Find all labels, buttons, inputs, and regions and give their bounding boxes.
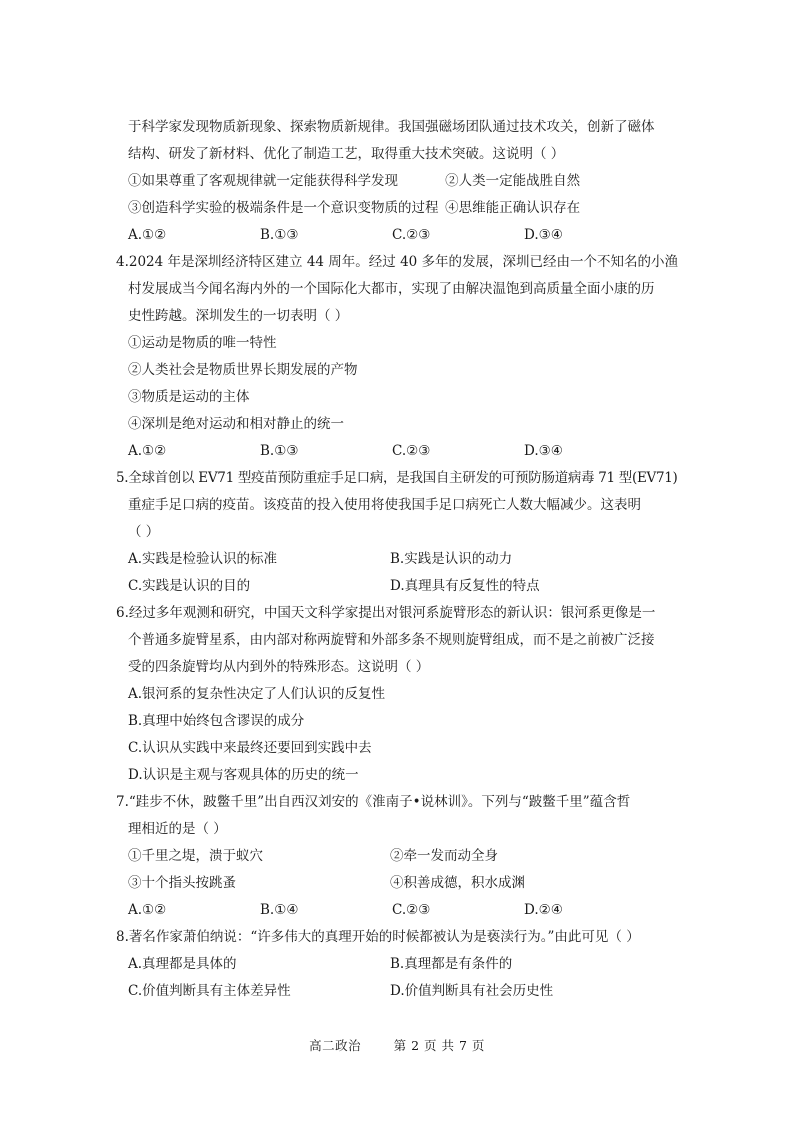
- option-d[interactable]: D.③④: [524, 227, 563, 243]
- option-d[interactable]: D.认识是主观与客观具体的历史的统一: [128, 767, 359, 783]
- page-content: [116, 114, 688, 1005]
- statement-4: ④积善成德，积水成渊: [390, 875, 525, 891]
- question-7-stem-line: 理相近的是（ ）: [128, 821, 227, 837]
- question-3-options: [128, 222, 688, 249]
- question-4-stem-line: 4.2024 年是深圳经济特区建立 44 周年。经过 40 多年的发展，深圳已经由一个不知名的小渔: [116, 254, 679, 270]
- question-6: [116, 600, 688, 789]
- statement-3: ③创造科学实验的极端条件是一个意识变物质的过程: [128, 200, 439, 216]
- option-b[interactable]: B.真理中始终包含谬误的成分: [128, 713, 305, 729]
- option-b[interactable]: B.真理都是有条件的: [390, 956, 513, 972]
- footer-page-number: 第 2 页 共 7 页: [393, 1038, 485, 1053]
- option-c[interactable]: C.②③: [392, 227, 431, 243]
- question-7-statements-row: [128, 870, 688, 897]
- statement-4: ④深圳是绝对运动和相对静止的统一: [128, 416, 344, 432]
- footer-subject: 高二政治: [309, 1038, 362, 1053]
- question-3: [128, 114, 688, 249]
- page-footer: [0, 1036, 794, 1054]
- question-6-stem-line: 个普通多旋臂星系，由内部对称两旋臂和外部多条不规则旋臂组成，而不是之前被广泛接: [128, 632, 655, 648]
- statement-3: ③物质是运动的主体: [128, 389, 250, 405]
- statement-1: ①千里之堤，溃于蚁穴: [128, 848, 263, 864]
- question-6-stem-line: 受的四条旋臂均从内到外的特殊形态。这说明（ ）: [128, 659, 430, 675]
- option-a[interactable]: A.①②: [128, 902, 167, 918]
- question-4: [116, 249, 688, 465]
- question-5-stem-line: 5.全球首创以 EV71 型疫苗预防重症手足口病，是我国自主研发的可预防肠道病毒 71 型(EV71): [116, 470, 678, 486]
- question-5-options-row: [128, 573, 688, 600]
- question-4-stem-line: 村发展成当今闻名海内外的一个国际化大都市，实现了由解决温饱到高质量全面小康的历: [128, 281, 655, 297]
- question-4-options: [128, 438, 688, 465]
- statement-2: ②人类社会是物质世界长期发展的产物: [128, 362, 358, 378]
- option-a[interactable]: A.银河系的复杂性决定了人们认识的反复性: [128, 686, 386, 702]
- question-3-statements-row: [128, 195, 688, 222]
- question-6-stem-line: 6.经过多年观测和研究，中国天文科学家提出对银河系旋臂形态的新认识：银河系更像是一: [116, 605, 656, 621]
- option-c[interactable]: C.价值判断具有主体差异性: [128, 983, 291, 999]
- option-c[interactable]: C.实践是认识的目的: [128, 578, 251, 594]
- option-d[interactable]: D.真理具有反复性的特点: [390, 578, 540, 594]
- statement-4: ④思维能正确认识存在: [445, 200, 581, 216]
- option-d[interactable]: D.③④: [524, 443, 563, 459]
- statement-2: ②人类一定能战胜自然: [445, 173, 581, 189]
- option-b[interactable]: B.①③: [260, 227, 299, 243]
- question-3-statements-row: [128, 168, 688, 195]
- statement-1: ①如果尊重了客观规律就一定能获得科学发现: [128, 173, 398, 189]
- option-b[interactable]: B.①④: [260, 902, 299, 918]
- question-3-stem-line: 结构、研发了新材料、优化了制造工艺，取得重大技术突破。这说明（ ）: [128, 146, 565, 162]
- option-b[interactable]: B.①③: [260, 443, 299, 459]
- option-d[interactable]: D.②④: [524, 902, 563, 918]
- option-a[interactable]: A.①②: [128, 227, 167, 243]
- question-8: [116, 924, 688, 1005]
- question-8-options-row: [128, 951, 688, 978]
- option-c[interactable]: C.②③: [392, 902, 431, 918]
- option-a[interactable]: A.实践是检验认识的标准: [128, 551, 278, 567]
- option-a[interactable]: A.真理都是具体的: [128, 956, 237, 972]
- question-7: [116, 789, 688, 924]
- option-c[interactable]: C.认识从实践中来最终还要回到实践中去: [128, 740, 372, 756]
- question-7-options: [128, 897, 688, 924]
- question-8-stem-line: 8.著名作家萧伯纳说：“许多伟大的真理开始的时候都被认为是亵渎行为。”由此可见（ ）: [116, 929, 640, 945]
- option-d[interactable]: D.价值判断具有社会历史性: [390, 983, 554, 999]
- question-5-stem-line: （ ）: [128, 524, 160, 540]
- statement-2: ②牵一发而动全身: [390, 848, 498, 864]
- question-4-stem-line: 史性跨越。深圳发生的一切表明（ ）: [128, 308, 349, 324]
- question-5: [116, 465, 688, 600]
- statement-3: ③十个指头按跳蚤: [128, 875, 236, 891]
- option-a[interactable]: A.①②: [128, 443, 167, 459]
- question-8-options-row: [128, 978, 688, 1005]
- option-b[interactable]: B.实践是认识的动力: [390, 551, 513, 567]
- question-5-stem-line: 重症手足口病的疫苗。该疫苗的投入使用将使我国手足口病死亡人数大幅减少。这表明: [128, 497, 641, 513]
- option-c[interactable]: C.②③: [392, 443, 431, 459]
- question-3-stem-line: 于科学家发现物质新现象、探索物质新规律。我国强磁场团队通过技术攻关，创新了磁体: [128, 119, 655, 135]
- question-7-statements-row: [128, 843, 688, 870]
- question-7-stem-line: 7.“跬步不休，跛鳖千里”出自西汉刘安的《淮南子•说林训》。下列与“跛鳖千里”蕴含哲: [116, 794, 631, 810]
- question-5-options-row: [128, 546, 688, 573]
- statement-1: ①运动是物质的唯一特性: [128, 335, 277, 351]
